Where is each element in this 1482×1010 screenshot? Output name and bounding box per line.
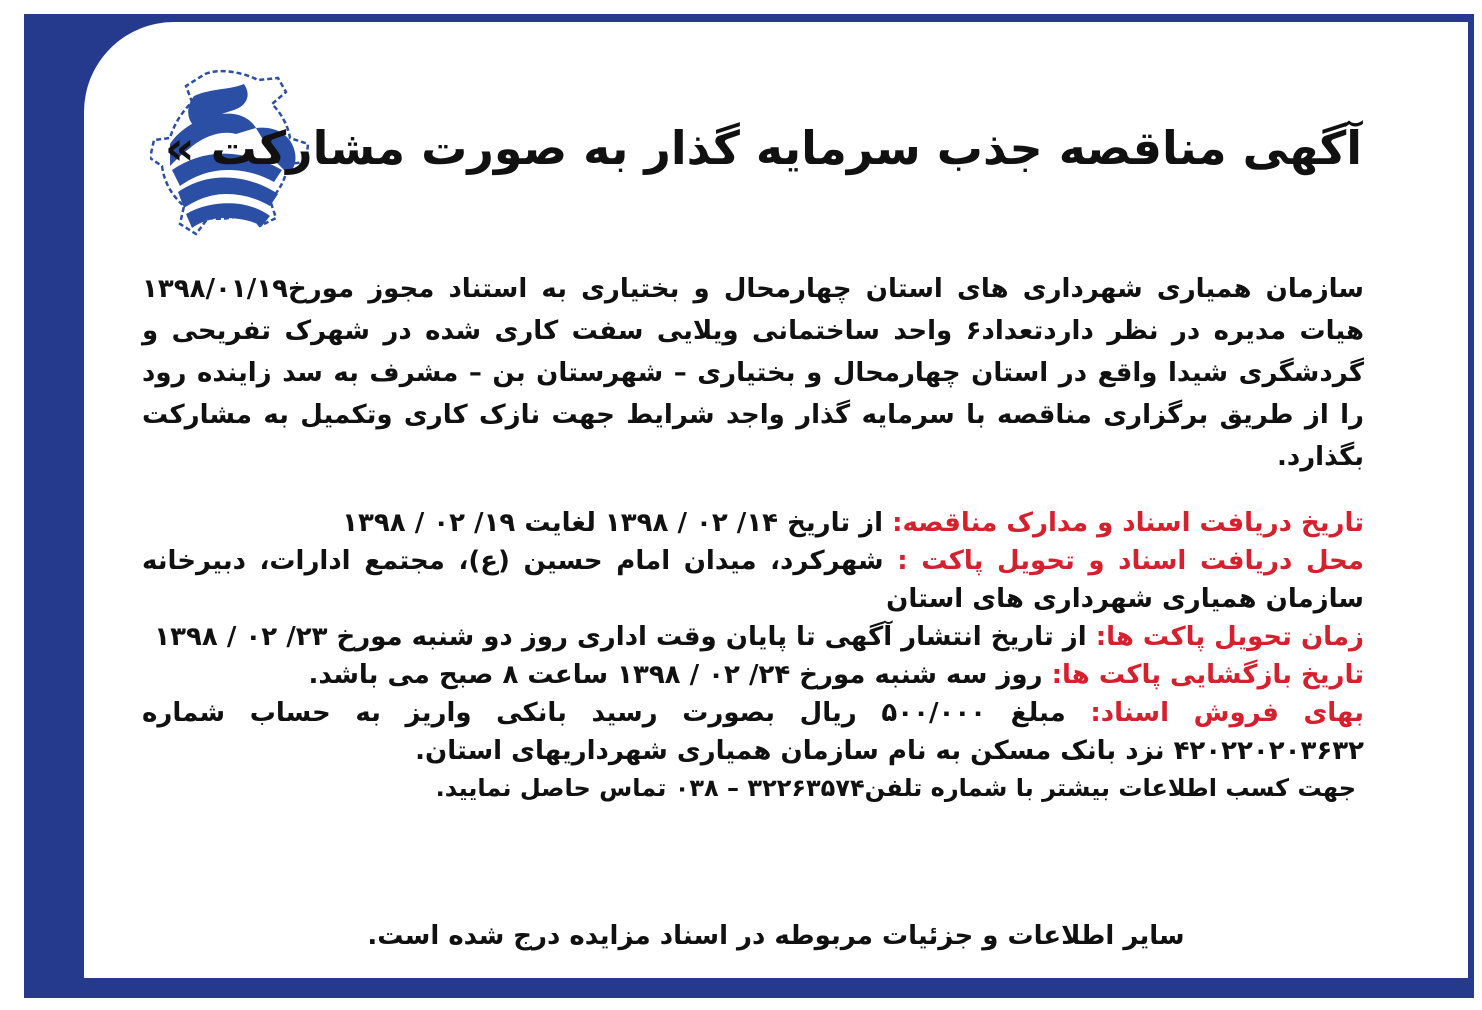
intro-paragraph: سازمان همیاری شهرداری های استان چهارمحال و بختیاری به استناد مجوز مورخ۱۳۹۸/۰۱/۱۹ هیات مدیره در نظر داردتعداد۶ واحد ساختمانی ویلایی سفت کاری شده در شهرک تفریحی و گردشگری شیدا واقع در استان چهارمحال و بختیاری – شهرستان بن – مشرف به سد زاینده رود را از طریق برگزاری مناقصه با سرمایه گذار واجد شرایط جهت نازک کاری وتکمیل به مشارکت بگذارد.	[142, 274, 1364, 472]
item-value: شهرکرد، میدان امام حسین (ع)، مجتمع ادارات، دبیرخانه سازمان همیاری شهرداری های استان	[142, 546, 1364, 614]
document-price	[142, 694, 1364, 770]
item-label: زمان تحویل پاکت ها:	[1095, 622, 1364, 652]
document-receipt-location	[142, 542, 1364, 618]
envelope-delivery-time	[142, 618, 1364, 656]
item-label: تاریخ دریافت اسناد و مدارک مناقصه:	[892, 508, 1364, 538]
item-value: روز سه شنبه مورخ ۲۴/ ۰۲ / ۱۳۹۸ ساعت ۸ صبح می باشد.	[308, 660, 1052, 690]
item-value: از تاریخ انتشار آگهی تا پایان وقت اداری روز دو شنبه مورخ ۲۳/ ۰۲ / ۱۳۹۸	[154, 622, 1096, 652]
item-label: محل دریافت اسناد و تحویل پاکت :	[897, 546, 1364, 576]
notice-body	[142, 268, 1364, 806]
details-list	[142, 504, 1364, 806]
document-receipt-date	[142, 504, 1364, 542]
envelope-opening-date	[142, 656, 1364, 694]
item-label: بهای فروش اسناد:	[1090, 698, 1364, 728]
item-value: از تاریخ ۱۴/ ۰۲ / ۱۳۹۸ لغایت ۱۹/ ۰۲ / ۱۳۹۸	[342, 508, 893, 538]
notice-title: آگهی مناقصه جذب سرمایه گذار به صورت مشارکت »	[164, 121, 1362, 175]
item-label: تاریخ بازگشایی پاکت ها:	[1051, 660, 1364, 690]
contact-line: جهت کسب اطلاعات بیشتر با شماره تلفن۳۲۲۶۳۵۷۴ – ۰۳۸ تماس حاصل نمایید.	[435, 774, 1356, 802]
item-value: مبلغ ۵۰۰/۰۰۰ ریال بصورت رسید بانکی واریز به حساب شماره ۴۲۰۲۲۰۲۰۳۶۳۲ نزد بانک مسکن به نام سازمان همیاری شهرداریهای استان.	[142, 698, 1364, 766]
closing-line: سایر اطلاعات و جزئیات مربوطه در اسناد مزایده درج شده است.	[367, 921, 1185, 951]
